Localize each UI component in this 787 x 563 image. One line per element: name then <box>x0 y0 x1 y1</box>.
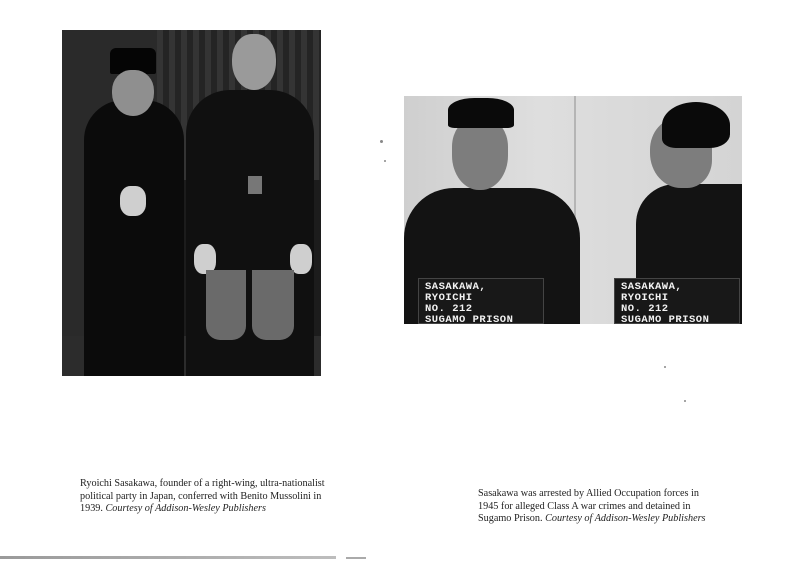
figure-mussolini <box>186 90 314 376</box>
caption-right-credit: Courtesy of Addison-Wesley Publishers <box>545 513 706 525</box>
figure-sasakawa-face <box>112 70 154 116</box>
nameplate-line: RYOICHI <box>425 292 473 304</box>
scan-speck <box>384 160 386 162</box>
caption-right <box>478 488 708 526</box>
nameplate-line: NO. 212 <box>425 303 473 315</box>
caption-left <box>80 478 330 516</box>
figure-sasakawa <box>84 100 184 376</box>
scan-speck <box>664 366 666 368</box>
figure-mussolini-face <box>232 34 276 90</box>
mugshot-side-hair <box>662 102 730 148</box>
caption-right-text: Sasakawa was arrested by Allied Occupation forces in 1945 for alleged Class A war crimes and detained in Sugamo Prison. <box>478 488 699 525</box>
nameplate-line: SASAKAWA, <box>425 281 487 293</box>
scan-speck <box>380 140 383 143</box>
photo-sasakawa-mussolini <box>62 30 321 376</box>
photo-sasakawa-mugshot <box>404 96 742 324</box>
figure-mussolini-breeches-right <box>252 270 294 340</box>
figure-mussolini-breeches-left <box>206 270 246 340</box>
figure-mussolini-buckle <box>248 176 262 194</box>
scan-speck <box>684 400 686 402</box>
nameplate-line: RYOICHI <box>621 292 669 304</box>
nameplate-line: SUGAMO PRISON <box>621 314 710 324</box>
scan-bottom-edge-mark <box>346 557 366 559</box>
mugshot-front-face <box>452 118 508 190</box>
mugshot-nameplate-side <box>614 278 740 324</box>
scan-bottom-edge <box>0 556 336 559</box>
mugshot-front-hair <box>448 98 514 128</box>
caption-left-credit: Courtesy of Addison-Wesley Publishers <box>105 503 266 515</box>
nameplate-line: SASAKAWA, <box>621 281 683 293</box>
nameplate-line: NO. 212 <box>621 303 669 315</box>
nameplate-line: SUGAMO PRISON <box>425 314 514 324</box>
mugshot-nameplate-front <box>418 278 544 324</box>
caption-left-text: Ryoichi Sasakawa, founder of a right-wing, ultra-nationalist political party in Japan, conferred with Benito Mussolini in 1939. <box>80 478 325 515</box>
figure-sasakawa-hands <box>120 186 146 216</box>
